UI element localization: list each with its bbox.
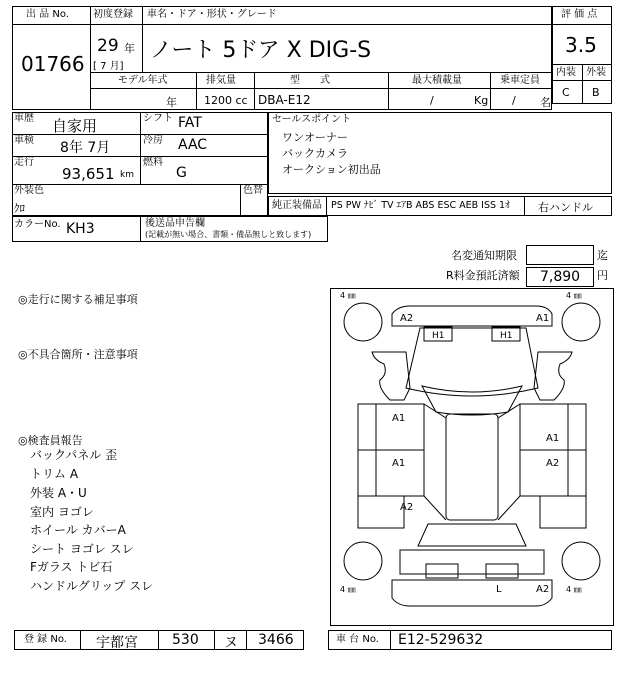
name-change-unit: 迄 <box>597 249 608 262</box>
ac-label: 冷房 <box>143 135 163 146</box>
equipment-label: 純正装備品 <box>272 200 322 211</box>
exterior-grade: B <box>592 86 600 99</box>
displacement-label: 排気量 <box>206 75 236 86</box>
registration-kana: ヌ <box>224 635 238 651</box>
inspector-item: シート ヨゴレ スレ <box>30 542 134 556</box>
exterior-label: 外装 <box>586 67 606 78</box>
inspector-item: 室内 ヨゴレ <box>30 505 94 519</box>
handle-position: 右ハンドル <box>538 201 593 214</box>
driving-notes-label: ◎走行に関する補足事項 <box>18 293 138 306</box>
model-type: DBA-E12 <box>258 93 311 107</box>
capacity-sep: / <box>512 94 516 107</box>
name-change-box <box>526 245 594 265</box>
name-change-label: 名変通知期限 <box>451 249 517 262</box>
chassis-label: 車 台 No. <box>336 634 379 645</box>
sales-point-item: バックカメラ <box>282 147 348 160</box>
vehicle-damage-diagram <box>330 288 614 626</box>
equipment-value: PS PW ﾅﾋﾞ TV ｴｱB ABS ESC AEB ISS 1ｵ <box>331 200 510 211</box>
registration-class: 530 <box>172 632 199 648</box>
ac-value: AAC <box>178 137 208 153</box>
aftermarket-note: (記載が無い場合、書類・備品無しと致します) <box>145 230 312 239</box>
sales-points-label: セールスポイント <box>272 114 352 125</box>
capacity-label: 乗車定員 <box>500 75 540 86</box>
lot-label: 出 品 No. <box>26 9 69 20</box>
load-unit: Kg <box>474 94 489 107</box>
sales-point-item: オークション初出品 <box>282 163 381 176</box>
model-year-unit: 年 <box>166 96 177 109</box>
inspector-item: 外装 A・U <box>30 486 87 500</box>
shift-value: FAT <box>178 115 202 131</box>
fuel-label: 燃料 <box>143 157 163 168</box>
damage-mark-rear-l: L <box>496 584 502 595</box>
score-value: 3.5 <box>565 33 597 57</box>
defects-label: ◎不具合箇所・注意事項 <box>18 348 138 361</box>
inspector-item: バックパネル 歪 <box>30 448 118 462</box>
registration-number: 3466 <box>258 632 294 648</box>
recycle-label: R料金預託済額 <box>446 269 520 282</box>
tire-depth-label: 4 ㎜ <box>340 585 356 594</box>
registration-office: 宇都宮 <box>96 635 138 651</box>
damage-mark-headlight-right: H1 <box>500 331 513 341</box>
lot-number: 01766 <box>21 52 85 76</box>
inspection-label: 車検 <box>14 135 34 146</box>
damage-mark-left-rear-door: A1 <box>392 458 406 469</box>
color-no-label: カラーNo. <box>14 219 61 230</box>
mileage-value: 93,651 <box>62 165 115 183</box>
reg-year: 29 <box>97 36 119 56</box>
tire-depth-label: 4 ㎜ <box>566 291 582 300</box>
reg-month: [ 7 月] <box>93 61 124 72</box>
load-label: 最大積載量 <box>412 75 462 86</box>
sales-point-item: ワンオーナー <box>282 131 348 144</box>
damage-mark-front-bumper-left: A2 <box>400 313 414 324</box>
tire-depth-label: 4 ㎜ <box>340 291 356 300</box>
damage-mark-headlight-left: H1 <box>432 331 445 341</box>
color-no-value: KH3 <box>66 221 95 237</box>
recycle-unit: 円 <box>597 269 608 282</box>
mileage-unit: km <box>120 170 134 180</box>
tire-depth-label: 4 ㎜ <box>566 585 582 594</box>
damage-mark-right-rear-door: A2 <box>546 458 560 469</box>
damage-mark-left-quarter: A2 <box>400 502 414 513</box>
shift-label: シフト <box>143 113 173 124</box>
capacity-unit: 名 <box>540 96 551 109</box>
registration-label: 登 録 No. <box>24 634 67 645</box>
damage-mark-rear-bumper: A2 <box>536 584 550 595</box>
damage-mark-front-bumper-right: A1 <box>536 313 550 324</box>
color-change-label: 色替 <box>243 185 263 196</box>
fuel-value: G <box>176 165 187 181</box>
aftermarket-label: 後送品申告欄 <box>145 218 205 229</box>
interior-grade: C <box>562 86 570 99</box>
chassis-number: E12-529632 <box>398 632 484 648</box>
usage-value: 自家用 <box>52 117 98 135</box>
usage-label: 車歴 <box>14 113 34 124</box>
inspector-item: Fガラス トビ石 <box>30 560 113 574</box>
car-name-label: 車名・ドア・形状・グレード <box>147 9 277 20</box>
mileage-label: 走行 <box>14 157 34 168</box>
inspector-item: ハンドルグリップ スレ <box>30 579 154 593</box>
inspector-item: トリム A <box>30 467 79 481</box>
inspector-report-label: ◎検査員報告 <box>18 434 83 447</box>
ext-color-label: 外装色 <box>14 185 44 196</box>
load-sep: / <box>430 94 434 107</box>
car-name: ノート 5ドア X DIG-S <box>150 38 372 63</box>
damage-mark-left-front-door: A1 <box>392 413 406 424</box>
ext-color-value: ｸﾛ <box>14 202 25 215</box>
damage-mark-right-front-door: A1 <box>546 433 560 444</box>
interior-label: 内装 <box>556 67 576 78</box>
model-year-label: モデル年式 <box>118 75 168 86</box>
reg-year-unit: 年 <box>124 42 135 55</box>
score-label: 評 価 点 <box>561 9 598 20</box>
recycle-value: 7,890 <box>540 269 581 285</box>
inspection-value: 8年 7月 <box>60 140 111 156</box>
first-reg-label: 初度登録 <box>93 9 133 20</box>
type-label: 型 式 <box>290 75 330 86</box>
inspector-item: ホイール カバーA <box>30 523 126 537</box>
displacement: 1200 cc <box>204 94 248 107</box>
